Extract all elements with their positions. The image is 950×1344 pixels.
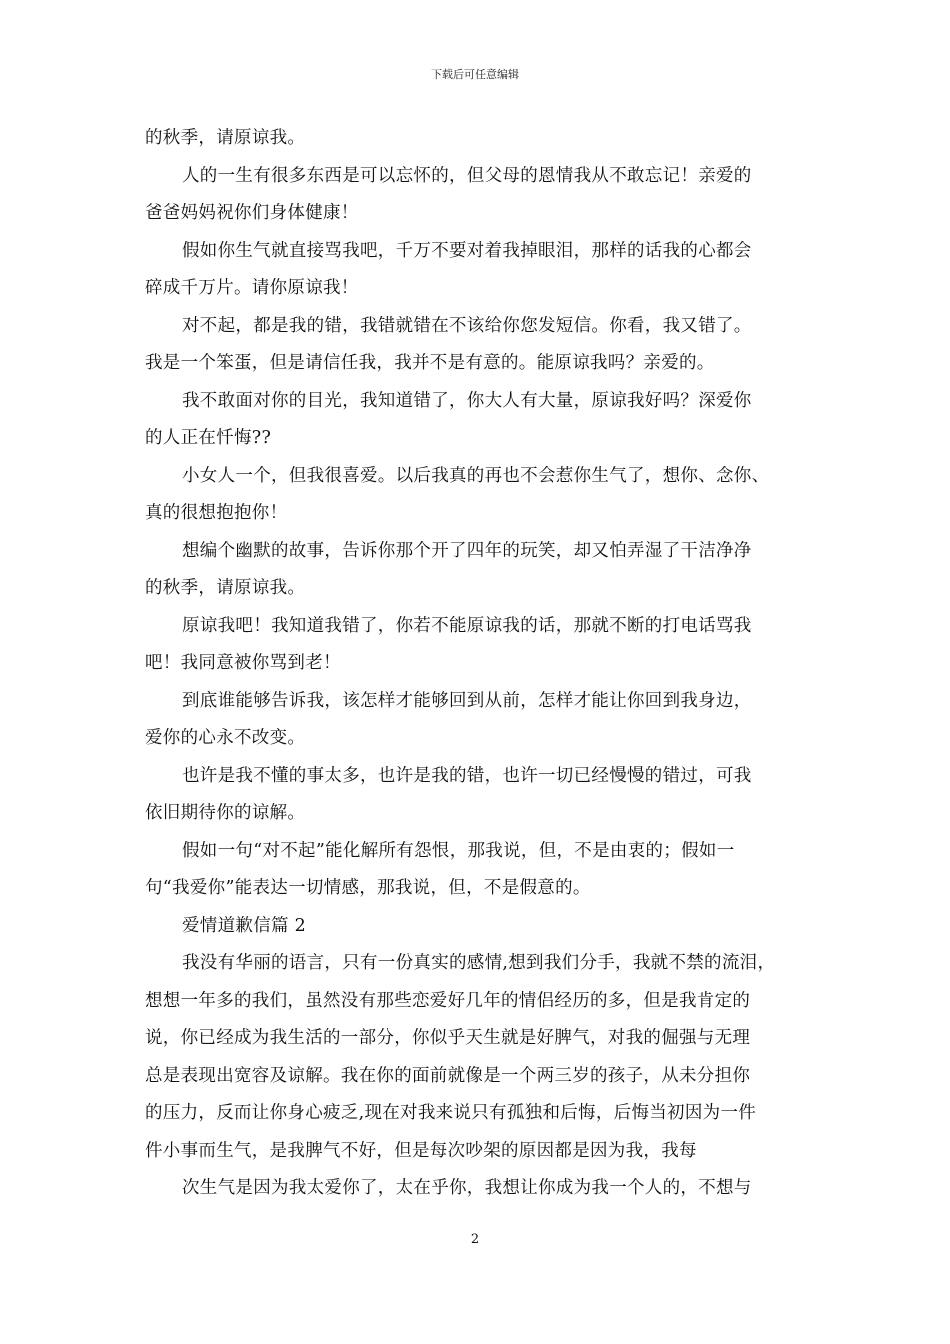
text-line: 依旧期待你的谅解。 xyxy=(145,803,306,823)
text-line: 小女人一个，但我很喜爱。以后我真的再也不会惹你生气了，想你、念你、 xyxy=(182,466,770,486)
text-line: 爸爸妈妈祝你们身体健康！ xyxy=(145,203,359,223)
text-line: 吧！我同意被你骂到老！ xyxy=(145,653,341,673)
text-line: 碎成千万片。请你原谅我！ xyxy=(145,278,359,298)
text-line: 我不敢面对你的目光，我知道错了，你大人有大量，原谅我好吗？深爱你 xyxy=(182,391,752,411)
text-line: 假如你生气就直接骂我吧，千万不要对着我掉眼泪，那样的话我的心都会 xyxy=(182,241,752,261)
text-line: 的秋季，请原谅我。 xyxy=(145,128,306,148)
text-line: 假如一句“对不起”能化解所有怨恨，那我说，但，不是由衷的；假如一 xyxy=(182,841,735,861)
text-line: 真的很想抱抱你！ xyxy=(145,503,288,523)
text-line: 的压力，反而让你身心疲乏,现在对我来说只有孤独和后悔，后悔当初因为一件 xyxy=(145,1103,757,1123)
text-line: 我没有华丽的语言，只有一份真实的感情,想到我们分手，我就不禁的流泪， xyxy=(182,953,776,973)
text-line: 句“我爱你”能表达一切情感，那我说，但，不是假意的。 xyxy=(145,878,591,898)
text-line: 原谅我吧！我知道我错了，你若不能原谅我的话，那就不断的打电话骂我 xyxy=(182,616,752,636)
text-line: 想想一年多的我们，虽然没有那些恋爱好几年的情侣经历的多，但是我肯定的 xyxy=(145,991,751,1011)
text-line: 总是表现出宽容及谅解。我在你的面前就像是一个两三岁的孩子，从未分担你 xyxy=(145,1066,751,1086)
text-line: 想编个幽默的故事，告诉你那个开了四年的玩笑，却又怕弄湿了干洁净净 xyxy=(182,541,752,561)
text-line: 对不起，都是我的错，我错就错在不该给你您发短信。你看，我又错了。 xyxy=(182,316,752,336)
text-line: 爱你的心永不改变。 xyxy=(145,728,306,748)
text-line: 说，你已经成为我生活的一部分，你似乎天生就是好脾气，对我的倔强与无理 xyxy=(145,1028,751,1048)
text-line: 的秋季，请原谅我。 xyxy=(145,578,306,598)
page-number: 2 xyxy=(470,1232,480,1247)
text-line: 到底谁能够告诉我，该怎样才能够回到从前，怎样才能让你回到我身边， xyxy=(182,691,752,711)
text-line: 次生气是因为我太爱你了，太在乎你，我想让你成为我一个人的，不想与 xyxy=(182,1178,752,1198)
page-header: 下载后可任意编辑 xyxy=(431,68,519,81)
text-line: 的人正在忏悔?? xyxy=(145,428,272,448)
text-line: 件小事而生气，是我脾气不好，但是每次吵架的原因都是因为我，我每 xyxy=(145,1141,697,1161)
text-line: 也许是我不懂的事太多，也许是我的错，也许一切已经慢慢的错过，可我 xyxy=(182,766,752,786)
text-line: 人的一生有很多东西是可以忘怀的，但父母的恩情我从不敢忘记！亲爱的 xyxy=(182,166,752,186)
text-line: 我是一个笨蛋，但是请信任我，我并不是有意的。能原谅我吗？亲爱的。 xyxy=(145,353,715,373)
section-heading: 爱情道歉信篇 2 xyxy=(182,916,307,936)
